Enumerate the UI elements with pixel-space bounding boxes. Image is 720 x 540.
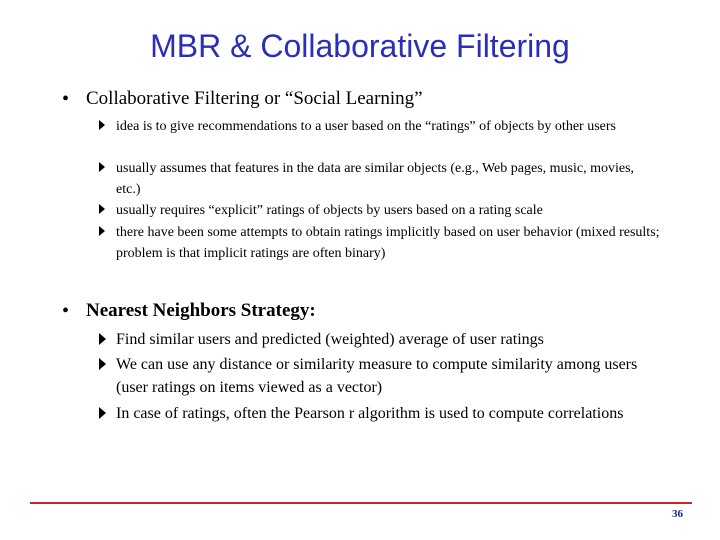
footer-divider [30,502,692,504]
section-2-heading: • Nearest Neighbors Strategy: [62,300,316,322]
list-item: Find similar users and predicted (weighted) average of user ratings [96,328,646,351]
bullet-dot-icon: • [62,300,70,322]
triangle-arrow-icon [96,222,116,243]
list-item: usually requires “explicit” ratings of objects by users based on a rating scale [96,200,661,221]
triangle-arrow-icon [96,158,116,179]
triangle-arrow-icon [96,402,116,425]
list-item: idea is to give recommendations to a user based on the “ratings” of objects by other users [96,116,661,137]
triangle-arrow-icon [96,353,116,376]
triangle-arrow-icon [96,328,116,351]
section-1-heading: • Collaborative Filtering or “Social Learning” [62,88,423,110]
triangle-arrow-icon [96,116,116,137]
list-item: usually assumes that features in the data are similar objects (e.g., Web pages, music, movies, etc.) [96,158,661,200]
slide-title: MBR & Collaborative Filtering [150,28,570,64]
list-item: there have been some attempts to obtain ratings implicitly based on user behavior (mixed results; problem is that implicit ratings are often binary) [96,222,661,264]
bullet-dot-icon: • [62,88,70,110]
page-number: 36 [672,508,683,520]
list-item: We can use any distance or similarity measure to compute similarity among users (user ratings on items viewed as a vector) [96,353,646,399]
list-item: In case of ratings, often the Pearson r algorithm is used to compute correlations [96,402,646,425]
triangle-arrow-icon [96,200,116,221]
